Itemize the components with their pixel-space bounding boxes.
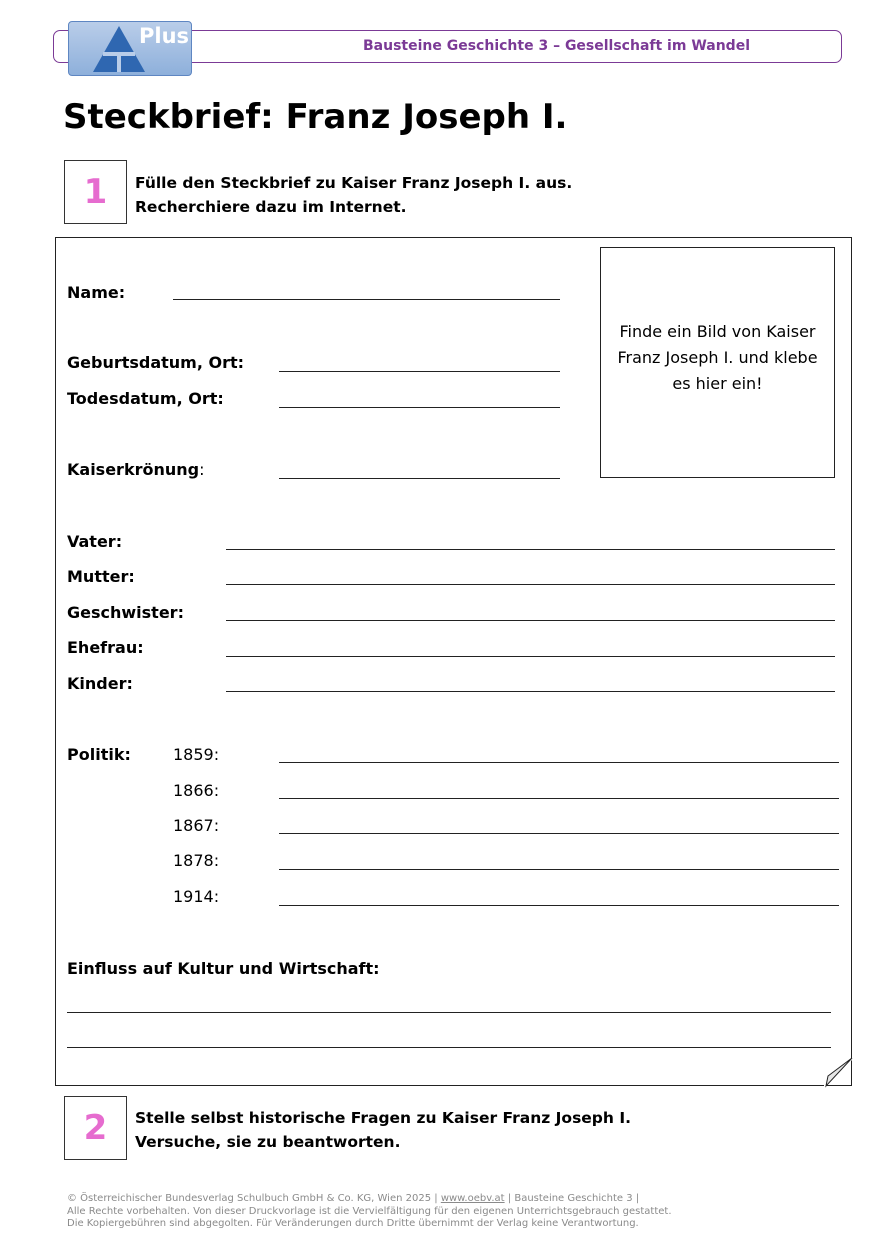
children-write-line[interactable] [226, 691, 835, 692]
photo-hint-line-2: Franz Joseph I. und klebe [617, 348, 818, 367]
task-number-1: 1 [64, 160, 127, 224]
photo-hint-line-3: es hier ein! [672, 374, 763, 393]
publisher-logo [68, 21, 192, 76]
page-title: Steckbrief: Franz Joseph I. [63, 97, 568, 137]
influence-write-line[interactable] [67, 1012, 831, 1013]
politics-year: 1914: [173, 887, 220, 906]
coronation-label-text: Kaiserkrönung [67, 460, 200, 479]
photo-placeholder-box [600, 247, 835, 478]
influence-label: Einfluss auf Kultur und Wirtschaft: [67, 959, 380, 978]
footer-line-2: Alle Rechte vorbehalten. Von dieser Druckvorlage ist die Vervielfältigung für den eigenen Unterrichtsgebrauch gestattet. [67, 1205, 672, 1217]
task-1-instructions [135, 171, 572, 219]
politics-write-line[interactable] [279, 869, 839, 870]
photo-hint-line-1: Finde ein Bild von Kaiser [619, 322, 816, 341]
politics-write-line[interactable] [279, 905, 839, 906]
coronation-label [67, 460, 204, 479]
politics-label: Politik: [67, 745, 131, 764]
father-label: Vater: [67, 532, 123, 551]
wife-label: Ehefrau: [67, 638, 144, 657]
children-label: Kinder: [67, 674, 133, 693]
politics-write-line[interactable] [279, 833, 839, 834]
death-label: Todesdatum, Ort: [67, 389, 224, 408]
publisher-link[interactable]: www.oebv.at [440, 1193, 505, 1204]
politics-year: 1878: [173, 851, 220, 870]
task-number-2: 2 [64, 1096, 127, 1160]
task-2-instructions [135, 1106, 631, 1154]
task-1-line-2: Recherchiere dazu im Internet. [135, 198, 407, 216]
copyright-footer [67, 1193, 672, 1231]
footer-line-1-post: | Bausteine Geschichte 3 | [504, 1193, 640, 1204]
footer-line-1 [67, 1193, 672, 1206]
task-1-line-1: Fülle den Steckbrief zu Kaiser Franz Joseph I. aus. [135, 174, 573, 192]
footer-line-3: Die Kopiergebühren sind abgegolten. Für Veränderungen durch Dritte übernimmt der Verlag keine Verantwortung. [67, 1218, 639, 1229]
mother-label: Mutter: [67, 567, 135, 586]
task-2-line-1: Stelle selbst historische Fragen zu Kaiser Franz Joseph I. [135, 1109, 631, 1127]
name-write-line[interactable] [173, 299, 560, 300]
logo-text: Plus [139, 24, 190, 48]
siblings-label: Geschwister: [67, 603, 184, 622]
page-curl-icon [824, 1058, 854, 1088]
politics-write-line[interactable] [279, 762, 839, 763]
politics-year: 1867: [173, 816, 220, 835]
father-write-line[interactable] [226, 549, 835, 550]
coronation-colon: : [199, 460, 205, 479]
siblings-write-line[interactable] [226, 620, 835, 621]
influence-write-line[interactable] [67, 1047, 831, 1048]
footer-line-1-pre: © Österreichischer Bundesverlag Schulbuch GmbH & Co. KG, Wien 2025 | [67, 1193, 441, 1204]
mother-write-line[interactable] [226, 584, 835, 585]
series-title: Bausteine Geschichte 3 – Gesellschaft im Wandel [363, 38, 750, 54]
politics-year: 1859: [173, 745, 220, 764]
politics-year: 1866: [173, 781, 220, 800]
name-label: Name: [67, 283, 126, 302]
birth-write-line[interactable] [279, 371, 560, 372]
task-2-line-2: Versuche, sie zu beantworten. [135, 1133, 401, 1151]
wife-write-line[interactable] [226, 656, 835, 657]
politics-write-line[interactable] [279, 798, 839, 799]
birth-label: Geburtsdatum, Ort: [67, 353, 245, 372]
coronation-write-line[interactable] [279, 478, 560, 479]
death-write-line[interactable] [279, 407, 560, 408]
